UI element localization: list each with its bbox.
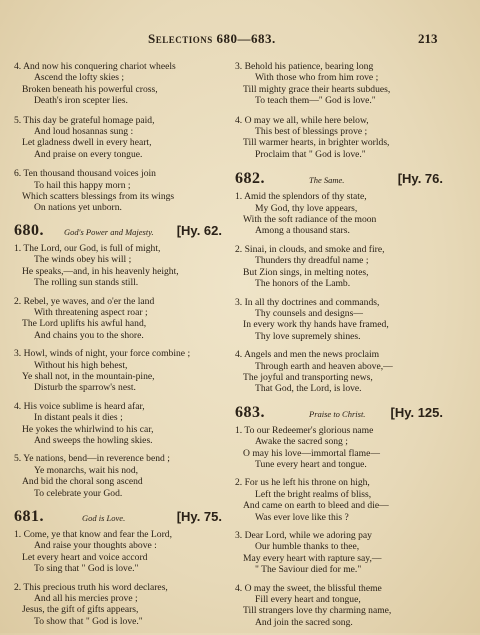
stanza-line: 6. Ten thousand thousand voices join — [14, 168, 156, 180]
stanza-line: Among a thousand stars. — [255, 225, 350, 237]
stanza-line: But Zion sings, in melting notes, — [243, 266, 369, 278]
stanza-line: 1. Amid the splendors of thy state, — [235, 191, 367, 203]
stanza-line: Tune every heart and tongue. — [255, 458, 367, 470]
hymn-680-stanza — [14, 401, 222, 447]
hymn-682-heading — [235, 168, 443, 188]
stanza-line: Through earth and heaven above,— — [255, 360, 393, 372]
stanza-line: 5. Ye nations, bend—in reverence bend ; — [14, 453, 170, 465]
stanza-line: 1. The Lord, our God, is full of might, — [14, 242, 161, 254]
stanza-line: 1. Come, ye that know and fear the Lord, — [14, 529, 172, 540]
stanza-line: O may his love—immortal flame— — [243, 447, 380, 459]
stanza-line: Broken beneath his powerful cross, — [22, 83, 158, 95]
hymn-681-stanza — [14, 582, 222, 628]
stanza-line: In every work thy hands have framed, — [243, 319, 389, 331]
hymn-number: 681. — [14, 508, 44, 525]
hymn-680-stanza — [14, 348, 222, 394]
stanza-line: The winds obey his will ; — [34, 254, 132, 266]
stanza-line: 2. Sinai, in clouds, and smoke and fire, — [235, 243, 385, 255]
stanza-line: Left the bright realms of bliss, — [255, 488, 372, 500]
running-title: Selections 680—683. — [148, 31, 276, 46]
right-column — [235, 61, 443, 635]
hymn-683-stanza — [235, 477, 443, 523]
stanza-line: 3. Dear Lord, while we adoring pay — [235, 530, 372, 541]
hymn-681-heading — [14, 506, 222, 526]
stanza-line: " The Saviour died for me." — [255, 564, 362, 576]
stanza-line: Proclaim that " God is love." — [255, 148, 366, 160]
stanza-line: On nations yet unborn. — [34, 202, 122, 214]
page-header — [0, 31, 480, 47]
hymn-subtitle: God is Love. — [82, 513, 126, 523]
stanza-line: Was ever love like this ? — [255, 511, 349, 523]
hymn-683-heading — [235, 402, 443, 422]
hymn-681-cont-stanza — [235, 115, 443, 161]
stanza-line: Which scatters blessings from its wings — [22, 191, 175, 203]
stanza-line: The honors of the Lamb. — [255, 278, 351, 290]
left-column — [14, 61, 222, 634]
stanza-line: And join the sacred song. — [255, 616, 353, 628]
hymn-683-stanza — [235, 583, 443, 629]
stanza-line: Ye monarchs, wait his nod, — [34, 464, 139, 476]
stanza-line: To sing that " God is love." — [34, 563, 139, 575]
stanza-line: To hail this happy morn ; — [34, 179, 131, 191]
stanza-line: Thunders thy dreadful name ; — [255, 255, 369, 267]
stanza-line: 2. For us he left his throne on high, — [235, 477, 370, 489]
stanza-line: To celebrate your God. — [34, 487, 123, 499]
stanza-line: To teach them—" God is love." — [255, 95, 376, 107]
stanza-line: Till mighty grace their hearts subdues, — [243, 83, 391, 95]
stanza-line: And praise on every tongue. — [34, 148, 143, 160]
stanza-line: Ye shall not, in the mountain-pine, — [22, 370, 155, 382]
hymn-reference: [Hy. 75. — [176, 509, 222, 524]
stanza-line: And raise your thoughts above : — [34, 540, 157, 552]
stanza-line: And sweeps the howling skies. — [34, 434, 153, 446]
stanza-line: He speaks,—and, in his heavenly height, — [22, 265, 179, 277]
stanza-line: And all his mercies prove ; — [34, 593, 138, 605]
stanza-line: 4. And now his conquering chariot wheels — [14, 61, 176, 72]
stanza-line: Without his high behest, — [34, 359, 128, 371]
hymn-subtitle: Praise to Christ. — [309, 408, 366, 419]
stanza-line: The joyful and transporting news, — [243, 371, 373, 383]
stanza-line: 4. O may the sweet, the blissful theme — [235, 582, 382, 594]
stanza-line: May every heart with rapture say,— — [243, 552, 382, 564]
stanza-line: 1. To our Redeemer's glorious name — [235, 424, 374, 436]
hymn-680-stanza — [14, 243, 222, 289]
stanza-line: Till warmer hearts, in brighter worlds, — [243, 137, 390, 149]
stanza-line: The rolling sun stands still. — [34, 277, 139, 289]
stanza-line: To show that " God is love." — [34, 615, 143, 627]
stanza-line: 2. Rebel, ye waves, and o'er the land — [14, 295, 155, 307]
page-number: 213 — [418, 31, 438, 46]
stanza-line: Death's iron scepter lies. — [34, 95, 128, 107]
stanza-line: Let every heart and voice accord — [22, 551, 148, 563]
stanza-line: With the soft radiance of the moon — [243, 214, 377, 226]
stanza-line: And chains you to the shore. — [34, 329, 144, 341]
stanza-line: Let gladness dwell in every heart, — [22, 137, 152, 149]
stanza-line: 3. Howl, winds of night, your force combine ; — [14, 348, 191, 360]
stanza-line: 3. Behold his patience, bearing long — [235, 61, 374, 72]
stanza-line: Disturb the sparrow's nest. — [34, 382, 136, 394]
hymn-subtitle: The Same. — [309, 175, 345, 186]
stanza-line: The Lord uplifts his awful hand, — [22, 318, 147, 330]
hymn-679-stanza — [14, 168, 222, 214]
stanza-line: My God, thy love appears, — [255, 202, 358, 214]
hymn-679-stanza — [14, 115, 222, 161]
stanza-line: With threatening aspect roar ; — [34, 306, 148, 318]
stanza-line: Thy counsels and designs— — [255, 307, 363, 319]
stanza-line: Fill every heart and tongue, — [255, 594, 361, 606]
hymn-683-stanza — [235, 425, 443, 471]
hymn-680-stanza — [14, 453, 222, 499]
stanza-line: He yokes the whirlwind to his car, — [22, 423, 154, 435]
hymn-682-stanza — [235, 297, 443, 343]
stanza-line: This best of blessings prove ; — [255, 126, 368, 138]
hymn-number: 680. — [14, 221, 44, 239]
stanza-line: Thy love supremely shines. — [255, 330, 361, 342]
hymn-681-stanza — [14, 529, 222, 575]
hymn-reference: [Hy. 62. — [176, 222, 222, 238]
stanza-line: 4. Angels and men the news proclaim — [235, 349, 380, 361]
hymn-682-stanza — [235, 349, 443, 395]
hymn-681-cont-stanza — [235, 61, 443, 107]
stanza-line: 5. This day be grateful homage paid, — [14, 114, 155, 126]
stanza-line: Ascend the lofty skies ; — [34, 72, 125, 84]
hymn-reference: [Hy. 76. — [397, 171, 443, 187]
hymn-subtitle: God's Power and Majesty. — [64, 226, 154, 237]
hymn-682-stanza — [235, 191, 443, 237]
hymn-682-stanza — [235, 244, 443, 290]
stanza-line: And loud hosannas sung : — [34, 126, 134, 138]
stanza-line: Awake the sacred song ; — [255, 436, 348, 448]
hymn-number: 683. — [235, 403, 265, 421]
stanza-line: 3. In all thy doctrines and commands, — [235, 296, 380, 308]
stanza-line: In distant peals it dies ; — [34, 412, 123, 424]
stanza-line: And bid the choral song ascend — [22, 476, 143, 488]
hymn-683-stanza — [235, 530, 443, 576]
stanza-line: With those who from him rove ; — [255, 72, 379, 84]
stanza-line: 2. This precious truth his word declares, — [14, 581, 168, 593]
hymn-number: 682. — [235, 170, 265, 188]
hymn-680-stanza — [14, 296, 222, 342]
stanza-line: Jesus, the gift of gifts appears, — [22, 604, 139, 616]
hymn-679-stanza — [14, 61, 222, 107]
stanza-line: That God, the Lord, is love. — [255, 383, 362, 395]
hymn-reference: [Hy. 125. — [390, 404, 443, 420]
stanza-line: 4. His voice sublime is heard afar, — [14, 400, 145, 412]
hymn-680-heading — [14, 220, 222, 240]
stanza-line: 4. O may we all, while here below, — [235, 114, 369, 126]
stanza-line: Our humble thanks to thee, — [255, 541, 360, 553]
stanza-line: And came on earth to bleed and die— — [243, 500, 389, 512]
stanza-line: Till strangers love thy charming name, — [243, 605, 392, 617]
